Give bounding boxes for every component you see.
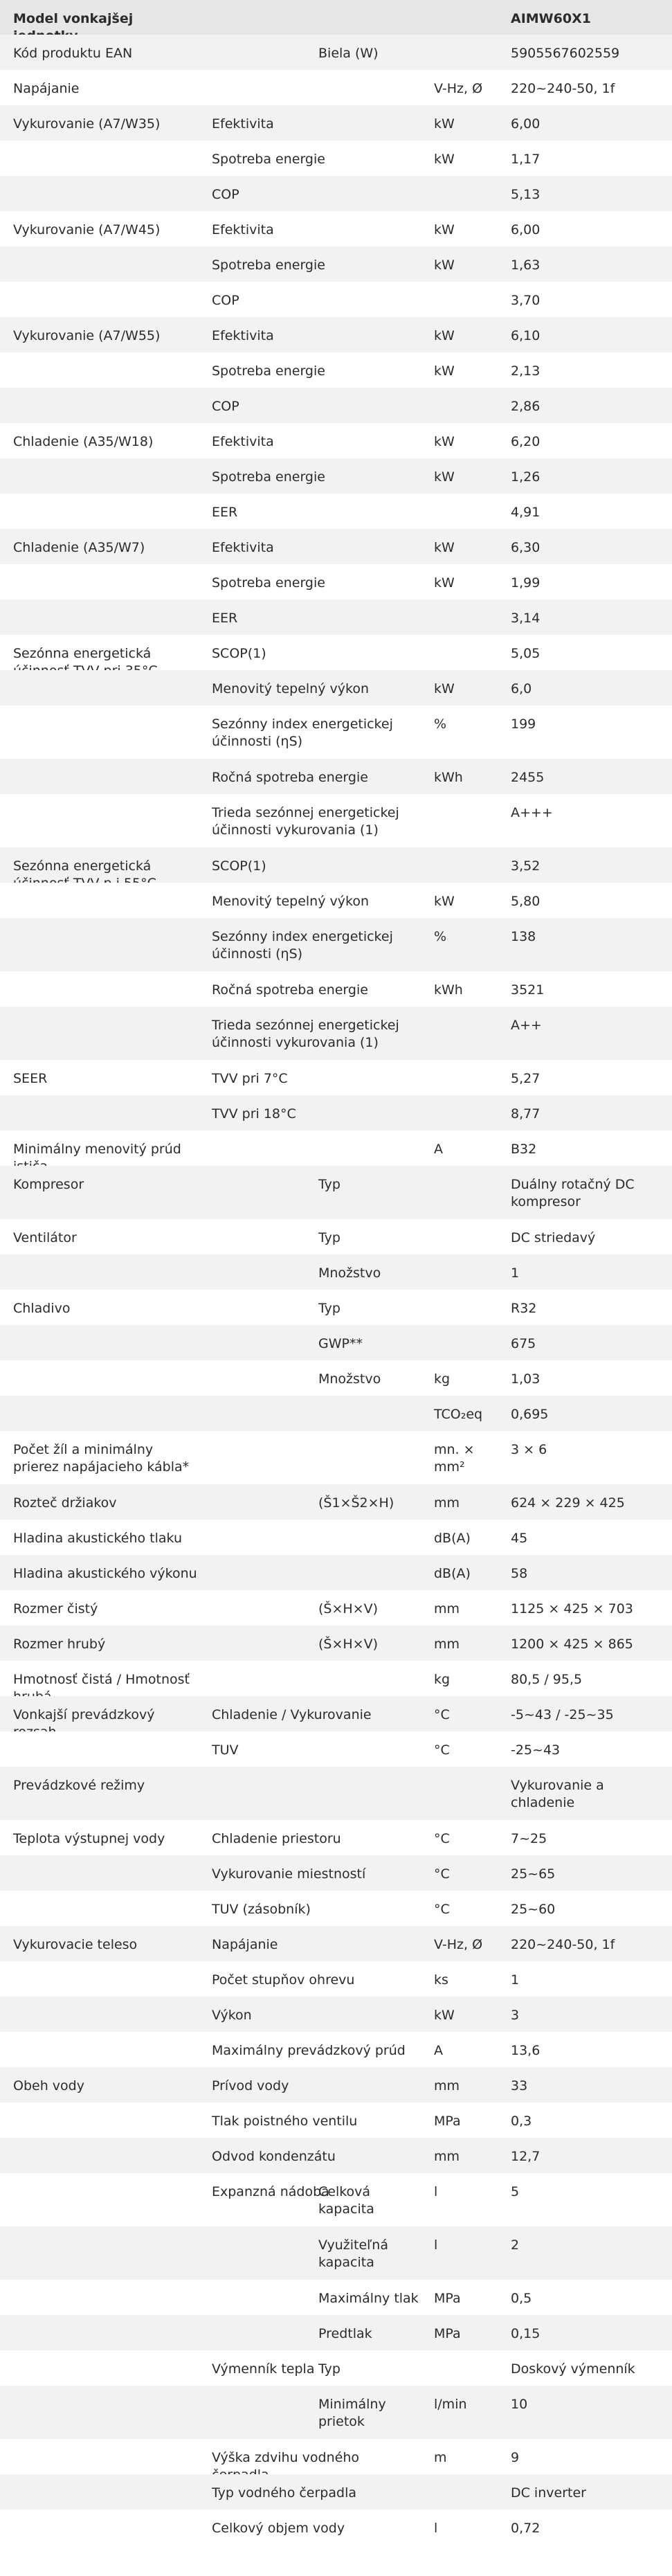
table-row — [0, 2386, 672, 2439]
table-row — [0, 1997, 672, 2032]
sub-label: Výmenník tepla — [212, 2361, 315, 2377]
sub-label: Výška zdvihu vodného — [212, 2450, 359, 2465]
unit-cell: kW — [434, 469, 455, 485]
value-cell: 80,5 / 95,5 — [511, 1672, 583, 1687]
unit-cell: l — [434, 2521, 438, 2536]
table-row — [0, 759, 672, 794]
value-cell: 1 — [511, 1972, 520, 1988]
unit-cell: MPa — [434, 2291, 461, 2306]
unit-cell: TCO₂eq — [434, 1407, 483, 1422]
value-cell: 5,80 — [511, 894, 541, 909]
table-row — [0, 246, 672, 282]
table-row — [0, 1007, 672, 1060]
value-cell: -25~43 — [511, 1742, 561, 1758]
table-row — [0, 2067, 672, 2102]
unit-cell: l — [434, 2184, 438, 2199]
unit-cell: kW — [434, 258, 455, 273]
value-cell: Duálny rotačný DC kompresor — [511, 1177, 635, 1209]
sub-label-2: Biela (W) — [318, 46, 379, 61]
unit-cell: kg — [434, 1371, 451, 1387]
sub-label: Expanzná nádoba — [212, 2184, 329, 2199]
table-row — [0, 564, 672, 600]
group-label: Vonkajší prevádzkový — [13, 1707, 155, 1722]
sub-label: Menovitý tepelný výkon — [212, 894, 369, 909]
unit-cell: ks — [434, 1972, 448, 1988]
value-cell: 1,03 — [511, 1371, 541, 1387]
sub-label: COP — [212, 293, 239, 308]
unit-cell: °C — [434, 1831, 450, 1846]
table-row — [0, 918, 672, 971]
table-row — [0, 1590, 672, 1625]
table-row — [0, 388, 672, 423]
value-cell: 5 — [511, 2184, 520, 2199]
sub-label-2: Celková kapacita — [318, 2184, 374, 2217]
group-label: Sezónna energetická — [13, 646, 152, 661]
sub-label: TVV pri 7°C — [212, 1071, 288, 1086]
table-row — [0, 423, 672, 458]
value-cell: 25~60 — [511, 1902, 556, 1917]
sub-label-2: Typ — [318, 1301, 340, 1316]
sub-label: Sezónny index energetickej účinnosti (ηS) — [212, 929, 393, 962]
table-row — [0, 211, 672, 246]
table-row — [0, 282, 672, 317]
sub-label-2: Využiteľná kapacita — [318, 2237, 388, 2270]
sub-label-2: Typ — [318, 2361, 340, 2377]
value-cell: 5905567602559 — [511, 46, 620, 61]
table-row — [0, 670, 672, 705]
value-cell: 2,13 — [511, 363, 541, 379]
group-label: Chladivo — [13, 1301, 71, 1316]
unit-cell: kW — [434, 328, 455, 343]
sub-label-2: Predtlak — [318, 2326, 372, 2341]
unit-cell: kW — [434, 540, 455, 555]
unit-cell: kg — [434, 1672, 451, 1687]
unit-cell: mn. × mm² — [434, 1442, 475, 1475]
group-label: Kód produktu EAN — [13, 46, 133, 61]
table-row — [0, 1060, 672, 1095]
table-row — [0, 1855, 672, 1891]
value-cell: 2455 — [511, 770, 545, 785]
unit-cell: MPa — [434, 2326, 461, 2341]
group-label: Chladenie (A35/W18) — [13, 434, 154, 449]
value-cell: 2,86 — [511, 399, 541, 414]
group-label: Vykurovanie (A7/W55) — [13, 328, 161, 343]
table-row — [0, 1290, 672, 1325]
sub-label: Prívod vody — [212, 2078, 289, 2093]
value-cell: 1,26 — [511, 469, 541, 485]
value-cell: 33 — [511, 2078, 528, 2093]
sub-label: Spotreba energie — [212, 575, 325, 591]
group-label: Obeh vody — [13, 2078, 84, 2093]
group-label: Hladina akustického tlaku — [13, 1531, 183, 1546]
value-cell: Vykurovanie a chladenie — [511, 1778, 604, 1810]
value-cell: 8,77 — [511, 1106, 541, 1122]
table-row — [0, 70, 672, 105]
value-cell: 6,30 — [511, 540, 541, 555]
sub-label: Vykurovanie miestností — [212, 1866, 366, 1882]
sub-label-2: Typ — [318, 1230, 340, 1245]
unit-cell: mm — [434, 1495, 460, 1511]
table-row — [0, 105, 672, 141]
sub-label: Maximálny prevádzkový prúd — [212, 2043, 406, 2058]
value-cell: 624 × 229 × 425 — [511, 1495, 625, 1511]
sub-label: Spotreba energie — [212, 258, 325, 273]
group-label: Napájanie — [13, 81, 80, 96]
value-cell: A++ — [511, 1018, 542, 1033]
value-cell: 7~25 — [511, 1831, 547, 1846]
value-cell: 220~240-50, 1f — [511, 81, 615, 96]
sub-label-2: Minimálny prietok — [318, 2397, 386, 2429]
value-cell: 3521 — [511, 982, 545, 998]
table-row — [0, 1731, 672, 1767]
table-row — [0, 2138, 672, 2173]
unit-cell: mm — [434, 2078, 460, 2093]
sub-label: COP — [212, 399, 239, 414]
sub-label: Odvod kondenzátu — [212, 2149, 336, 2164]
unit-cell: °C — [434, 1742, 450, 1758]
sub-label: Chladenie priestoru — [212, 1831, 341, 1846]
table-row — [0, 2280, 672, 2315]
value-cell: 1,63 — [511, 258, 541, 273]
sub-label: SCOP(1) — [212, 646, 266, 661]
table-row — [0, 1696, 672, 1731]
unit-cell: mm — [434, 2149, 460, 2164]
sub-label: Typ vodného čerpadla — [212, 2485, 356, 2501]
unit-cell: A — [434, 1142, 443, 1157]
group-label: Rozmer hrubý — [13, 1637, 106, 1652]
value-cell: DC striedavý — [511, 1230, 596, 1245]
table-row — [0, 1555, 672, 1590]
unit-cell: °C — [434, 1707, 450, 1722]
table-row — [0, 1325, 672, 1360]
unit-cell: l — [434, 2237, 438, 2253]
unit-cell: dB(A) — [434, 1531, 471, 1546]
table-row — [0, 35, 672, 70]
sub-label: SCOP(1) — [212, 858, 266, 874]
unit-cell: kW — [434, 222, 455, 237]
table-row — [0, 176, 672, 211]
sub-label: Efektivita — [212, 222, 274, 237]
table-row — [0, 2032, 672, 2067]
table-row — [0, 2350, 672, 2386]
table-row — [0, 971, 672, 1007]
sub-label-2: Typ — [318, 1177, 340, 1192]
group-label: SEER — [13, 1071, 48, 1086]
value-cell: 0,3 — [511, 2114, 532, 2129]
sub-label-2: (Š1×Š2×H) — [318, 1495, 394, 1511]
value-cell: 675 — [511, 1336, 536, 1351]
unit-cell: mm — [434, 1637, 460, 1652]
value-cell: 0,695 — [511, 1407, 549, 1422]
table-row — [0, 1926, 672, 1961]
value-cell: 45 — [511, 1531, 528, 1546]
table-row — [0, 1431, 672, 1484]
sub-label: Trieda sezónnej energetickej účinnosti vykurovania (1) — [212, 805, 399, 838]
sub-label: Menovitý tepelný výkon — [212, 681, 369, 696]
group-label: Rozmer čistý — [13, 1601, 98, 1616]
value-cell: 6,10 — [511, 328, 541, 343]
unit-cell: kW — [434, 363, 455, 379]
value-cell: 3 × 6 — [511, 1442, 547, 1457]
value-cell: 6,20 — [511, 434, 541, 449]
value-cell: 58 — [511, 1566, 528, 1581]
sub-label-2: Množstvo — [318, 1371, 381, 1387]
value-cell: 6,00 — [511, 116, 541, 132]
unit-cell: kW — [434, 152, 455, 167]
table-row — [0, 1360, 672, 1396]
sub-label: Ročná spotreba energie — [212, 770, 368, 785]
table-row — [0, 2173, 672, 2226]
value-cell: 6,0 — [511, 681, 532, 696]
sub-label: Spotreba energie — [212, 363, 325, 379]
table-row — [0, 1095, 672, 1131]
sub-label: Efektivita — [212, 540, 274, 555]
table-row — [0, 794, 672, 847]
table-row — [0, 635, 672, 670]
value-cell: 3,70 — [511, 293, 541, 308]
table-row — [0, 494, 672, 529]
value-cell: 1125 × 425 × 703 — [511, 1601, 633, 1616]
value-cell: 3,14 — [511, 611, 541, 626]
table-row — [0, 1661, 672, 1696]
table-row — [0, 600, 672, 635]
table-row — [0, 1166, 672, 1219]
unit-cell: kWh — [434, 982, 463, 998]
unit-cell: kW — [434, 894, 455, 909]
table-row — [0, 352, 672, 388]
value-cell: 1200 × 425 × 865 — [511, 1637, 633, 1652]
unit-cell: °C — [434, 1866, 450, 1882]
table-header-row — [0, 0, 672, 35]
table-row — [0, 2102, 672, 2138]
unit-cell: V-Hz, Ø — [434, 81, 483, 96]
value-cell: 25~65 — [511, 1866, 556, 1882]
unit-cell: °C — [434, 1902, 450, 1917]
table-row — [0, 1254, 672, 1290]
group-label: Prevádzkové režimy — [13, 1778, 145, 1793]
unit-cell: % — [434, 717, 447, 732]
sub-label-2: Množstvo — [318, 1266, 381, 1281]
sub-label-2: (Š×H×V) — [318, 1637, 379, 1652]
sub-label: TUV (zásobník) — [212, 1902, 311, 1917]
table-row — [0, 1219, 672, 1254]
value-cell: B32 — [511, 1142, 537, 1157]
value-cell: 3 — [511, 2008, 520, 2023]
unit-cell: MPa — [434, 2114, 461, 2129]
group-label: Sezónna energetická — [13, 858, 152, 874]
sub-label: COP — [212, 187, 239, 202]
sub-label: Spotreba energie — [212, 152, 325, 167]
group-label: Hmotnosť čistá / Hmotnosť — [13, 1672, 190, 1687]
value-cell: 0,5 — [511, 2291, 532, 2306]
table-row — [0, 529, 672, 564]
unit-cell: kW — [434, 434, 455, 449]
group-label: Vykurovanie (A7/W45) — [13, 222, 161, 237]
table-row — [0, 1891, 672, 1926]
value-cell: AIMW60X1 — [511, 11, 591, 26]
table-row — [0, 317, 672, 352]
table-row — [0, 2474, 672, 2510]
sub-label: Efektivita — [212, 116, 274, 132]
unit-cell: l/min — [434, 2397, 467, 2412]
table-row — [0, 705, 672, 759]
value-cell: 220~240-50, 1f — [511, 1937, 615, 1952]
sub-label: Tlak poistného ventilu — [212, 2114, 358, 2129]
value-cell: 6,00 — [511, 222, 541, 237]
sub-label: Efektivita — [212, 328, 274, 343]
value-cell: 1 — [511, 1266, 520, 1281]
value-cell: 0,15 — [511, 2326, 541, 2341]
group-label: Model vonkajšej — [13, 11, 134, 26]
value-cell: A+++ — [511, 805, 553, 820]
table-row — [0, 2315, 672, 2350]
unit-cell: dB(A) — [434, 1566, 471, 1581]
table-row — [0, 458, 672, 494]
unit-cell: kW — [434, 116, 455, 132]
value-cell: 12,7 — [511, 2149, 541, 2164]
value-cell: 2 — [511, 2237, 520, 2253]
value-cell: 199 — [511, 717, 536, 732]
unit-cell: A — [434, 2043, 443, 2058]
group-label: Rozteč držiakov — [13, 1495, 117, 1511]
group-label: Teplota výstupnej vody — [13, 1831, 165, 1846]
value-cell: 5,27 — [511, 1071, 541, 1086]
value-cell: R32 — [511, 1301, 537, 1316]
value-cell: 5,05 — [511, 646, 541, 661]
sub-label: EER — [212, 505, 238, 520]
sub-label: Trieda sezónnej energetickej účinnosti vykurovania (1) — [212, 1018, 399, 1050]
sub-label: Chladenie / Vykurovanie — [212, 1707, 372, 1722]
sub-label: TUV — [212, 1742, 239, 1758]
group-label: Vykurovanie (A7/W35) — [13, 116, 161, 132]
table-row — [0, 1767, 672, 1820]
value-cell: 13,6 — [511, 2043, 541, 2058]
group-label: Počet žíl a minimálny prierez napájacieho kábla* — [13, 1442, 190, 1475]
sub-label-2: GWP** — [318, 1336, 363, 1351]
table-row — [0, 1625, 672, 1661]
sub-label: Ročná spotreba energie — [212, 982, 368, 998]
unit-cell: V-Hz, Ø — [434, 1937, 483, 1952]
sub-label-2: Maximálny tlak — [318, 2291, 419, 2306]
value-cell: 9 — [511, 2450, 520, 2465]
sub-label: Celkový objem vody — [212, 2521, 345, 2536]
table-row — [0, 1520, 672, 1555]
value-cell: 10 — [511, 2397, 528, 2412]
table-row — [0, 883, 672, 918]
sub-label: Napájanie — [212, 1937, 278, 1952]
table-row — [0, 1131, 672, 1166]
sub-label-2: (Š×H×V) — [318, 1601, 379, 1616]
unit-cell: kW — [434, 575, 455, 591]
group-label: Kompresor — [13, 1177, 84, 1192]
sub-label: Počet stupňov ohrevu — [212, 1972, 355, 1988]
unit-cell: mm — [434, 1601, 460, 1616]
group-label: Vykurovacie teleso — [13, 1937, 138, 1952]
table-row — [0, 2226, 672, 2280]
table-row — [0, 1961, 672, 1997]
table-row — [0, 2510, 672, 2545]
table-row — [0, 847, 672, 883]
unit-cell: kW — [434, 2008, 455, 2023]
value-cell: -5~43 / -25~35 — [511, 1707, 614, 1722]
group-label: Ventilátor — [13, 1230, 77, 1245]
value-cell: 0,72 — [511, 2521, 541, 2536]
sub-label: TVV pri 18°C — [212, 1106, 296, 1122]
table-row — [0, 1820, 672, 1855]
value-cell: 4,91 — [511, 505, 541, 520]
value-cell: 5,13 — [511, 187, 541, 202]
table-row — [0, 2439, 672, 2474]
value-cell: 1,99 — [511, 575, 541, 591]
value-cell: Doskový výmenník — [511, 2361, 635, 2377]
unit-cell: kWh — [434, 770, 463, 785]
value-cell: DC inverter — [511, 2485, 586, 2501]
group-label: Chladenie (A35/W7) — [13, 540, 145, 555]
sub-label: Výkon — [212, 2008, 252, 2023]
unit-cell: m — [434, 2450, 447, 2465]
value-cell: 1,17 — [511, 152, 541, 167]
table-row — [0, 141, 672, 176]
sub-label: Spotreba energie — [212, 469, 325, 485]
sub-label: Efektivita — [212, 434, 274, 449]
unit-cell: % — [434, 929, 447, 944]
table-row — [0, 1396, 672, 1431]
sub-label: EER — [212, 611, 238, 626]
unit-cell: kW — [434, 681, 455, 696]
group-label: Minimálny menovitý prúd — [13, 1142, 181, 1157]
sub-label: Sezónny index energetickej účinnosti (ηS) — [212, 717, 393, 749]
value-cell: 3,52 — [511, 858, 541, 874]
value-cell: 138 — [511, 929, 536, 944]
table-row — [0, 1484, 672, 1520]
group-label: Hladina akustického výkonu — [13, 1566, 197, 1581]
